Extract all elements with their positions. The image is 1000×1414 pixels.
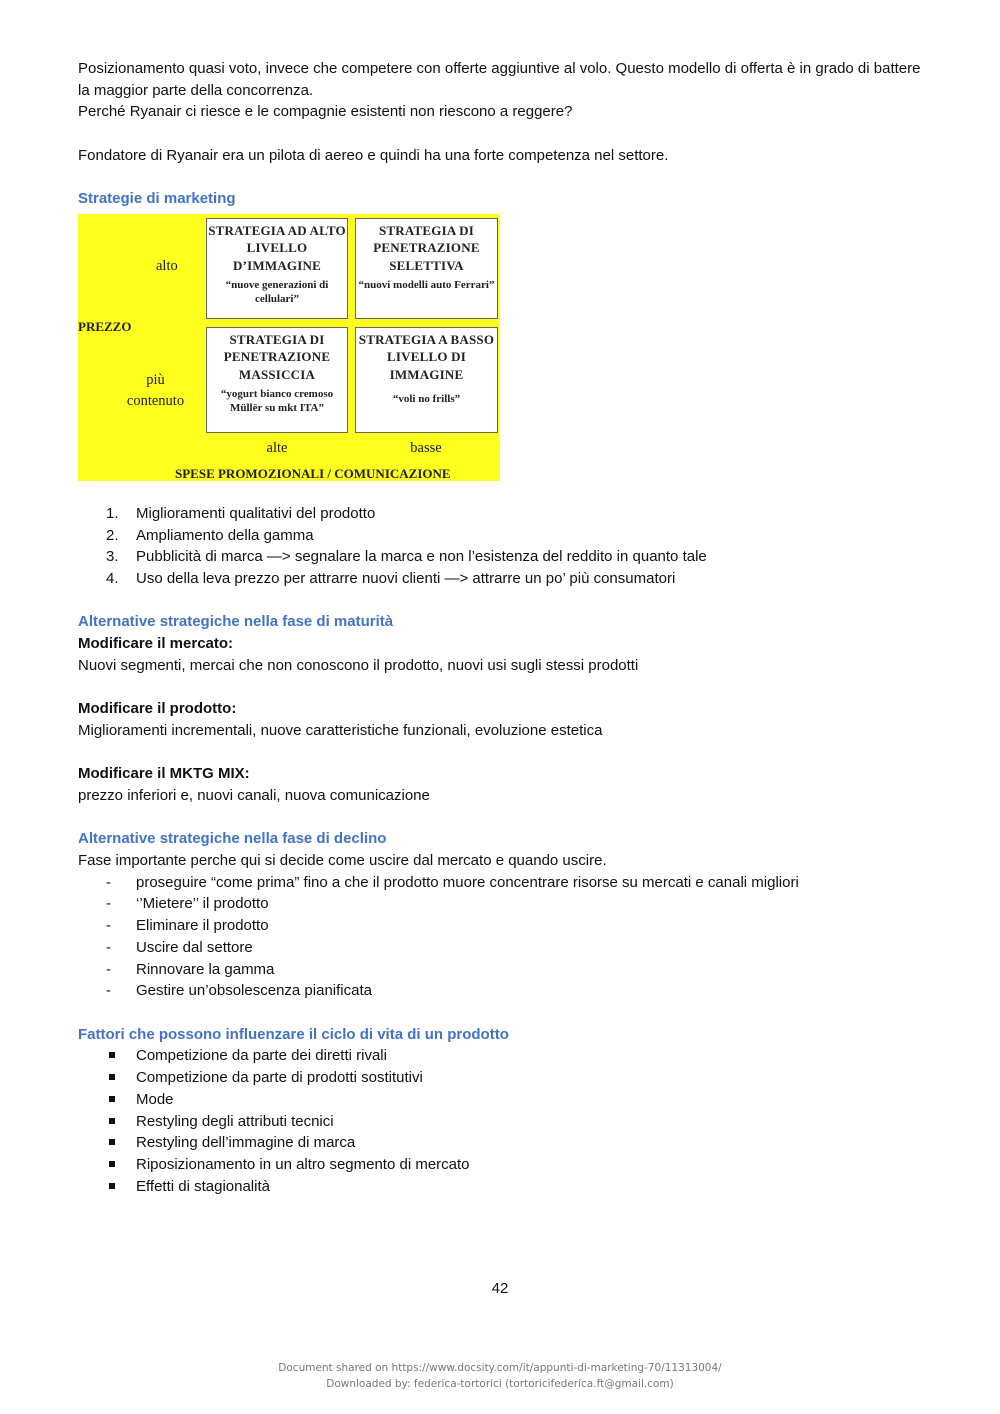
factors-heading: Fattori che possono influenzare il ciclo di vita di un prodotto (78, 1025, 509, 1043)
matrix-cell-mass-penetration (206, 327, 348, 433)
list-item: - proseguire “come prima” fino a che il prodotto muore concentrare risorse su mercati e canali migliori (106, 873, 799, 891)
cell-title: STRATEGIA A BASSO LIVELLO DI IMMAGINE (358, 331, 495, 382)
cell-title: STRATEGIA AD ALTO LIVELLO D’IMMAGINE (208, 222, 346, 273)
maturity-market-text: Nuovi segmenti, mercai che non conoscono il prodotto, nuovi usi sugli stessi prodotti (78, 656, 639, 674)
x-label-low: basse (410, 439, 442, 456)
square-bullet-icon (109, 1183, 115, 1189)
matrix-cell-high-image (206, 218, 348, 319)
list-item: Mode (78, 1089, 928, 1111)
cell-title: STRATEGIA DI PENETRAZIONE SELETTIVA (373, 222, 480, 273)
maturity-heading: Alternative strategiche nella fase di maturità (78, 613, 394, 631)
page-content (78, 58, 928, 1197)
y-label-low-1: più (146, 371, 165, 388)
list-item: - Rinnovare la gamma (106, 960, 275, 978)
square-bullet-icon (109, 1161, 115, 1167)
maturity-product-text: Miglioramenti incrementali, nuove caratteristiche funzionali, evoluzione estetica (78, 721, 603, 739)
list-item: 2. Ampliamento della gamma (106, 526, 314, 544)
footer-shared-link: Document shared on https://www.docsity.com/it/appunti-di-marketing-70/11313004/ (278, 1362, 722, 1374)
cell-example: “voli no frills” (392, 393, 461, 406)
y-axis-label: PREZZO (78, 318, 132, 334)
list-item: - Gestire un’obsolescenza pianificata (106, 982, 372, 1000)
list-item: - Uscire dal settore (106, 938, 253, 956)
list-item: - ‘’Mietere’’ il prodotto (106, 895, 269, 913)
list-item: Effetti di stagionalità (78, 1176, 928, 1198)
list-item: Riposizionamento in un altro segmento di mercato (78, 1154, 928, 1176)
decline-heading: Alternative strategiche nella fase di declino (78, 830, 387, 848)
intro-paragraph-2: Perché Ryanair ci riesce e le compagnie esistenti non riescono a reggere? (78, 103, 573, 121)
maturity-mix-label: Modificare il MKTG MIX: (78, 765, 250, 783)
marketing-heading: Strategie di marketing (78, 190, 236, 208)
cell-example: “yogurt bianco cremoso Müllër su mkt ITA” (220, 388, 334, 415)
list-item: Restyling dell’immagine di marca (78, 1132, 928, 1154)
list-item: 3. Pubblicità di marca —> segnalare la marca e non l’esistenza del reddito in quanto tale (106, 548, 707, 566)
list-item: Competizione da parte di prodotti sostitutivi (78, 1067, 928, 1089)
footer (0, 1360, 1000, 1392)
y-label-low-2: contenuto (126, 392, 185, 409)
strategy-matrix (78, 214, 500, 481)
cell-title: STRATEGIA DI PENETRAZIONE MASSICCIA (223, 331, 331, 382)
maturity-market-label: Modificare il mercato: (78, 635, 234, 653)
maturity-mix-text: prezzo inferiori e, nuovi canali, nuova comunicazione (78, 786, 430, 804)
decline-intro: Fase importante perche qui si decide come uscire dal mercato e quando uscire. (78, 852, 607, 870)
list-item: Competizione da parte dei diretti rivali (78, 1045, 928, 1067)
matrix-cell-low-image (355, 327, 498, 433)
maturity-product-label: Modificare il prodotto: (78, 700, 237, 718)
x-label-high: alte (266, 439, 288, 456)
intro-paragraph-1: Posizionamento quasi voto, invece che competere con offerte aggiuntive al volo. Questo modello di offerta è in grado di battere la maggior parte della concorrenza. (78, 60, 921, 99)
x-axis-label: SPESE PROMOZIONALI / COMUNICAZIONE (175, 465, 451, 481)
matrix-cell-selective-penetration (355, 218, 498, 319)
square-bullet-icon (109, 1139, 115, 1145)
list-item: Restyling degli attributi tecnici (78, 1111, 928, 1133)
marketing-list (78, 503, 928, 590)
factors-list (78, 1045, 928, 1197)
cell-example: “nuovi modelli auto Ferrari” (358, 279, 495, 292)
intro-paragraph-3: Fondatore di Ryanair era un pilota di aereo e quindi ha una forte competenza nel settore. (78, 146, 669, 164)
footer-downloaded-by: Downloaded by: federica-tortorici (tortoricifederica.ft@gmail.com) (326, 1378, 674, 1390)
square-bullet-icon (109, 1096, 115, 1102)
decline-list (78, 872, 928, 1002)
square-bullet-icon (109, 1074, 115, 1080)
square-bullet-icon (109, 1118, 115, 1124)
page-number: 42 (491, 1280, 509, 1297)
y-label-high: alto (156, 257, 178, 274)
square-bullet-icon (109, 1052, 115, 1058)
list-item: - Eliminare il prodotto (106, 917, 269, 935)
list-item: 4. Uso della leva prezzo per attrarre nuovi clienti —> attrarre un po’ più consumatori (106, 570, 676, 587)
list-item: 1. Miglioramenti qualitativi del prodotto (106, 504, 376, 522)
cell-example: “nuove generazioni di cellulari” (225, 279, 329, 306)
